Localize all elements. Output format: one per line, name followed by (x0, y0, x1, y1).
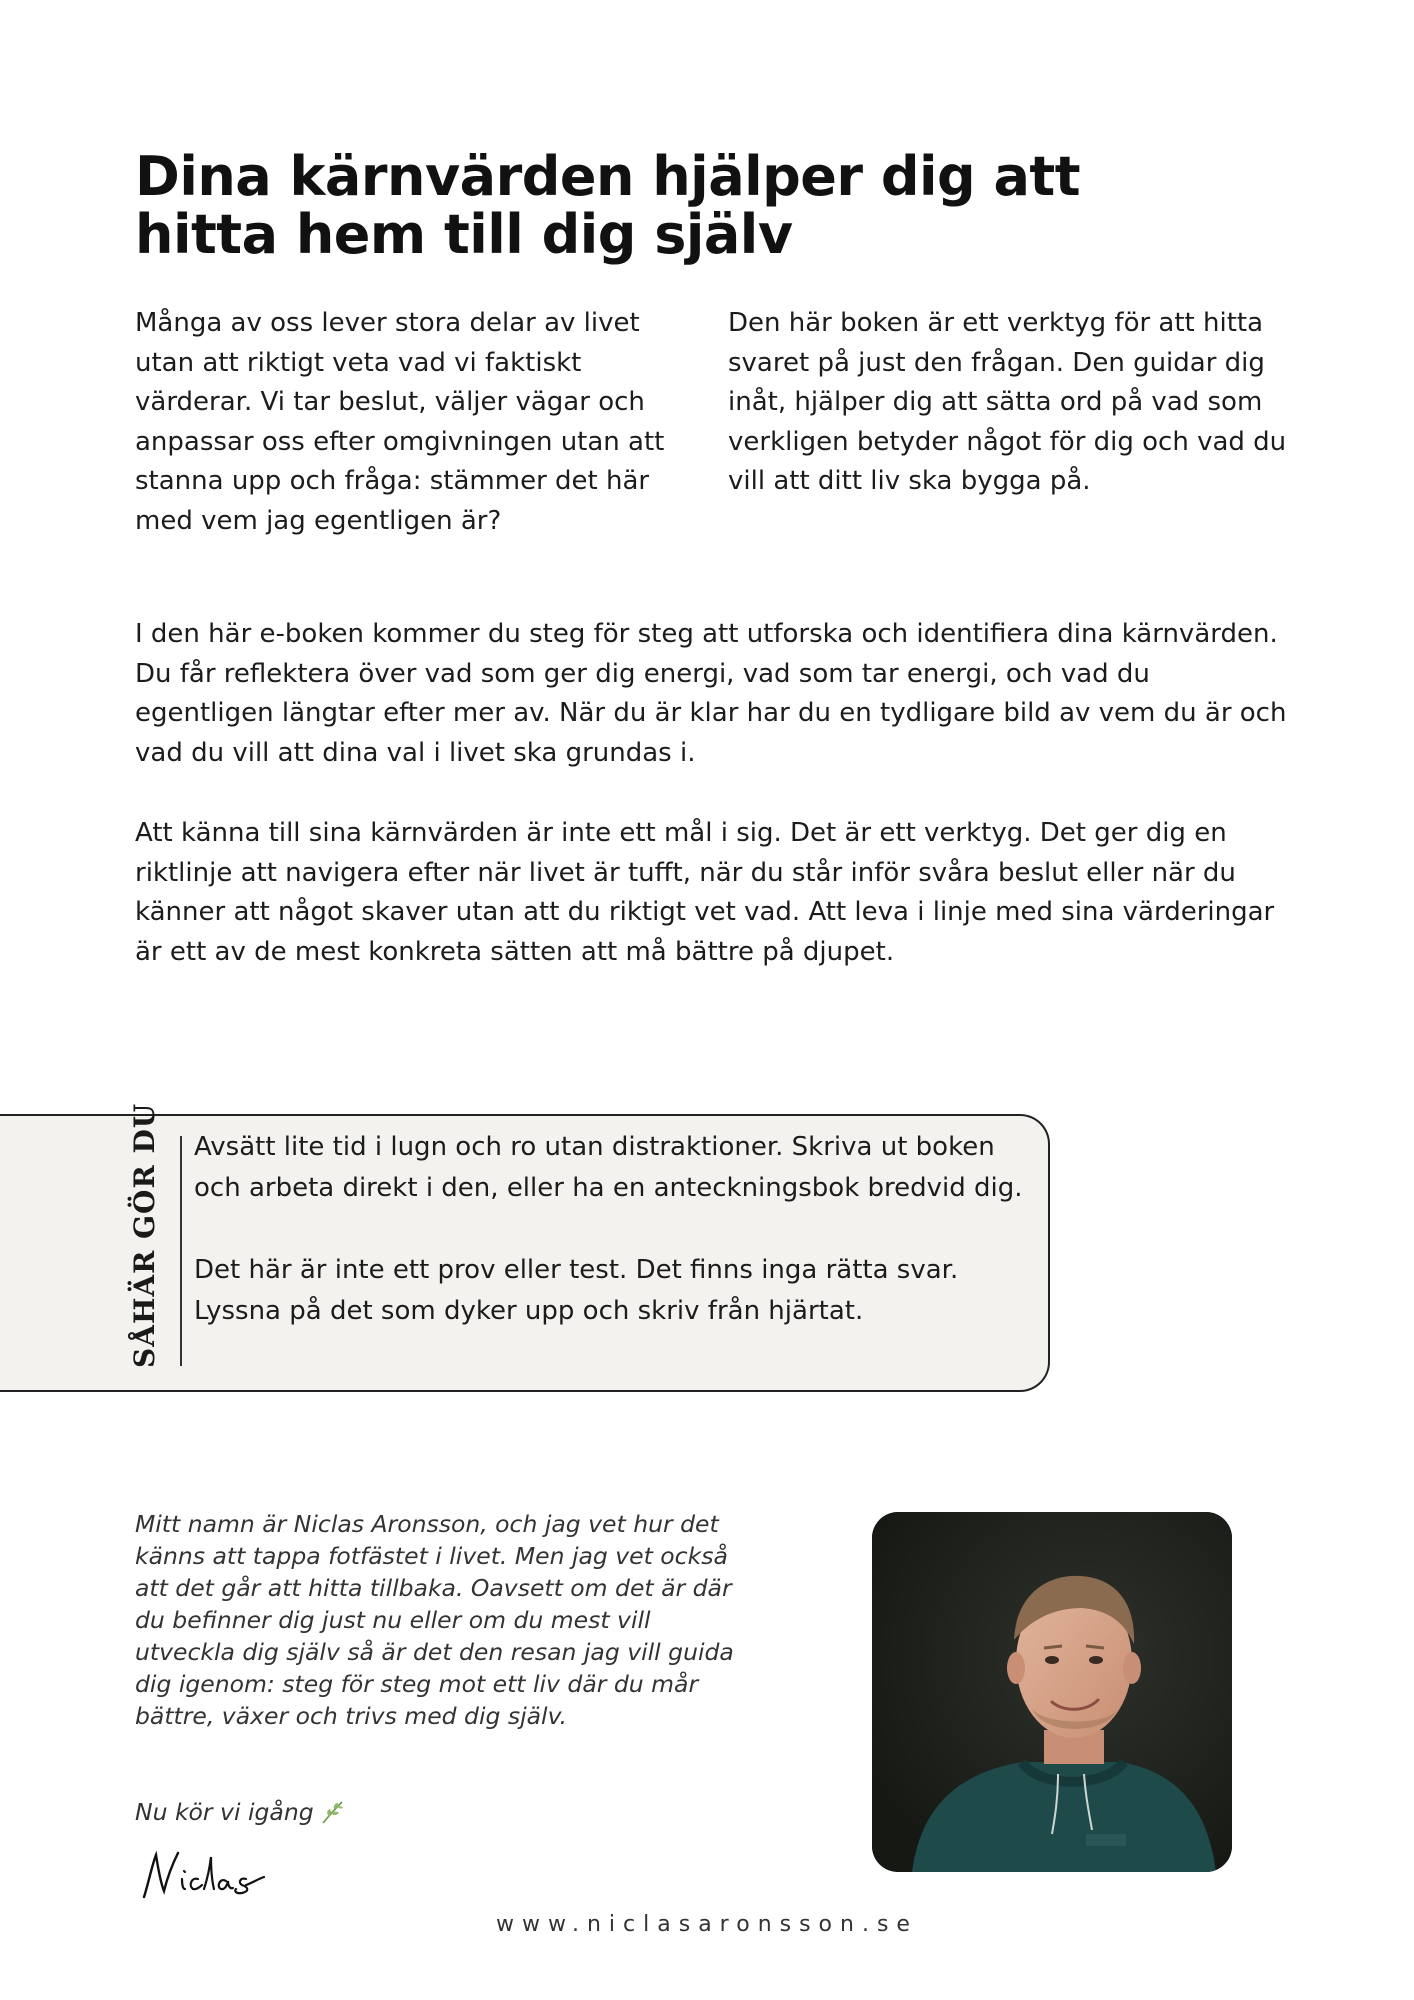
author-bio: Mitt namn är Niclas Aronsson, och jag vet hur det känns att tappa fotfästet i livet. Men jag vet också att det går att hitta tillbaka. Oavsett om det är där du befinner dig just nu eller om du mest vill utveckla dig själv så är det den resan jag vill guida dig igenom: steg för steg mot ett liv där du mår bättre, växer och trivs med dig själv. (135, 1510, 734, 1730)
howto-paragraph-2: Det här är inte ett prov eller test. Det finns inga rätta svar. Lyssna på det som dyker upp och skriv från hjärtat. (194, 1255, 959, 1326)
page-title-line-2: hitta hem till dig själv (135, 203, 793, 266)
author-portrait-image (872, 1512, 1232, 1872)
howto-text (194, 1127, 1024, 1332)
howto-label: SÅHÄR GÖR DU (128, 1102, 161, 1368)
author-signoff (135, 1798, 346, 1826)
footer-website: www.niclasaronsson.se (496, 1912, 918, 1937)
author-photo (872, 1512, 1232, 1872)
intro-left-paragraph: Många av oss lever stora delar av livet utan att riktigt veta vad vi faktiskt värderar. Vi tar beslut, väljer vägar och anpassar oss efter omgivningen utan att stanna upp och fråga: stämmer det här med vem jag egentligen är? (135, 308, 665, 536)
body-paragraph-2: Att känna till sina kärnvärden är inte ett mål i sig. Det är ett verktyg. Det ger dig en riktlinje att navigera efter när livet är tufft, när du står inför svåra beslut eller när du känner att något skaver utan att du riktigt vet vad. Att leva i linje med sina värderingar är ett av de mest konkreta sätten att må bättre på djupet. (135, 818, 1275, 967)
howto-paragraph-1: Avsätt lite tid i lugn och ro utan distraktioner. Skriva ut boken och arbeta direkt i den, eller ha en anteckningsbok bredvid dig. (194, 1132, 1023, 1203)
body-paragraph-1: I den här e-boken kommer du steg för steg att utforska och identifiera dina kärnvärden. Du får reflektera över vad som ger dig energi, vad som tar energi, och vad du egentligen längtar efter mer av. När du är klar har du en tydligare bild av vem du är och vad du vill att dina val i livet ska grundas i. (135, 619, 1287, 768)
signoff-text: Nu kör vi igång (135, 1798, 314, 1826)
howto-divider (180, 1136, 182, 1366)
signature-image (138, 1845, 268, 1905)
intro-right-paragraph: Den här boken är ett verktyg för att hitta svaret på just den frågan. Den guidar dig inåt, hjälper dig att sätta ord på vad som verkligen betyder något för dig och vad du vill att ditt liv ska bygga på. (728, 308, 1287, 496)
page-title (135, 145, 1285, 266)
page-title-line-1: Dina kärnvärden hjälper dig att (135, 145, 1081, 208)
leaf-icon (320, 1799, 346, 1825)
